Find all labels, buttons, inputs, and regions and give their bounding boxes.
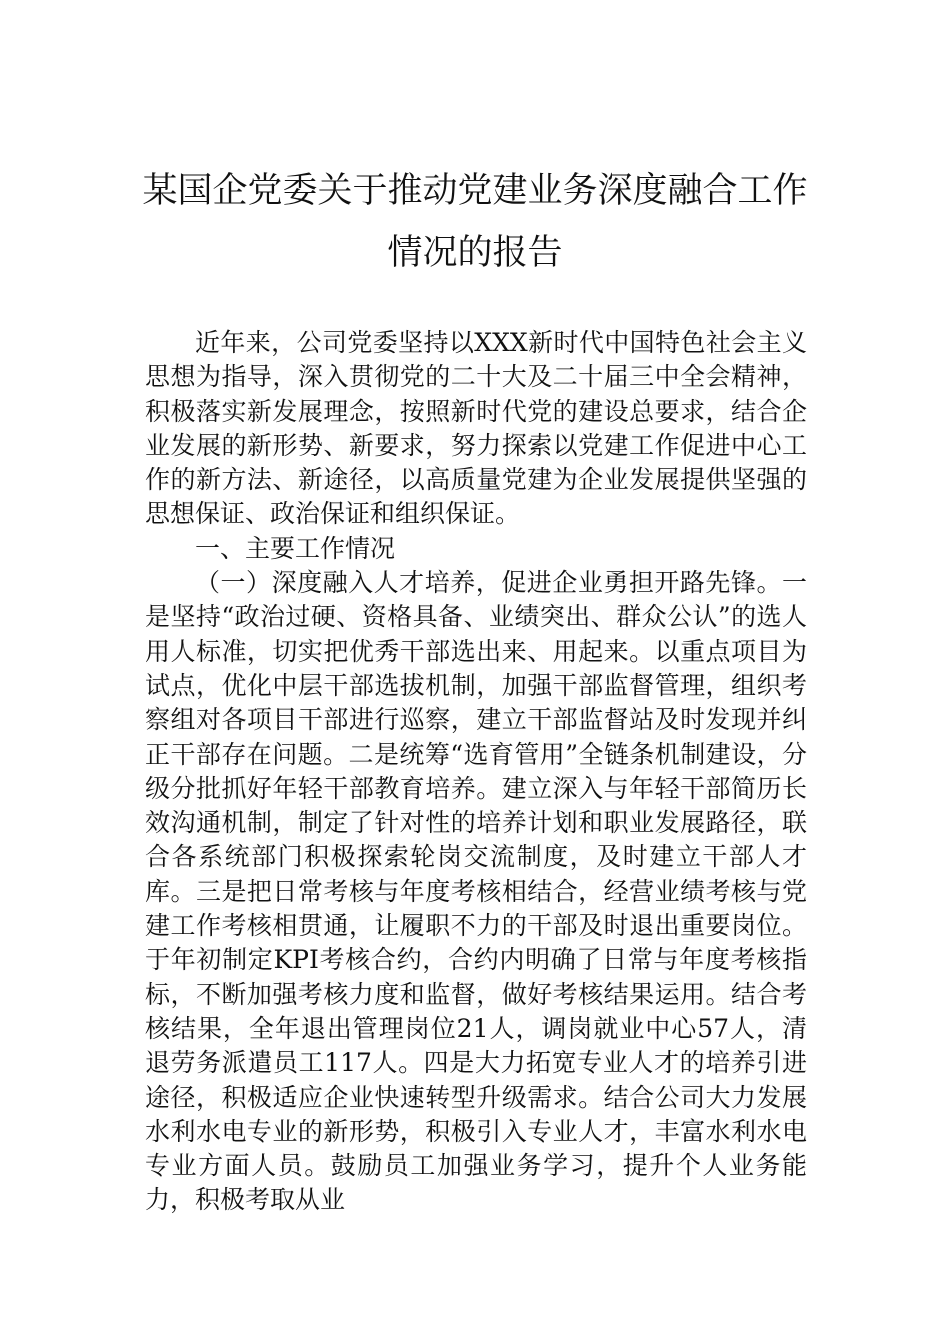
- intro-paragraph: 近年来，公司党委坚持以XXX新时代中国特色社会主义思想为指导，深入贯彻党的二十大及二十届三中全会精神，积极落实新发展理念，按照新时代党的建设总要求，结合企业发展的新形势、新要求，努力探索以党建工作促进中心工作的新方法、新途径，以高质量党建为企业发展提供坚强的思想保证、政治保证和组织保证。: [145, 328, 807, 529]
- subsection-paragraph: （一）深度融入人才培养，促进企业勇担开路先锋。一是坚持“政治过硬、资格具备、业绩突出、群众公认”的选人用人标准，切实把优秀干部选出来、用起来。以重点项目为试点，优化中层干部选拔机制，加强干部监督管理，组织考察组对各项目干部进行巡察，建立干部监督站及时发现并纠正干部存在问题。二是统筹“选育管用”全链条机制建设，分级分批抓好年轻干部教育培养。建立深入与年轻干部简历长效沟通机制，制定了针对性的培养计划和职业发展路径，联合各系统部门积极探索轮岗交流制度，及时建立干部人才库。三是把日常考核与年度考核相结合，经营业绩考核与党建工作考核相贯通，让履职不力的干部及时退出重要岗位。于年初制定KPI考核合约，合约内明确了日常与年度考核指标，不断加强考核力度和监督，做好考核结果运用。结合考核结果，全年退出管理岗位21人，调岗就业中心57人，清退劳务派遣员工117人。四是大力拓宽专业人才的培养引进途径，积极适应企业快速转型升级需求。结合公司大力发展水利水电专业的新形势，积极引入专业人才，丰富水利水电专业方面人员。鼓励员工加强业务学习，提升个人业务能力，积极考取从业: [145, 568, 807, 1215]
- section-heading: 一、主要工作情况: [195, 533, 396, 563]
- document-title: 某国企党委关于推动党建业务深度融合工作情况的报告: [142, 171, 808, 273]
- document-body: [145, 326, 807, 1218]
